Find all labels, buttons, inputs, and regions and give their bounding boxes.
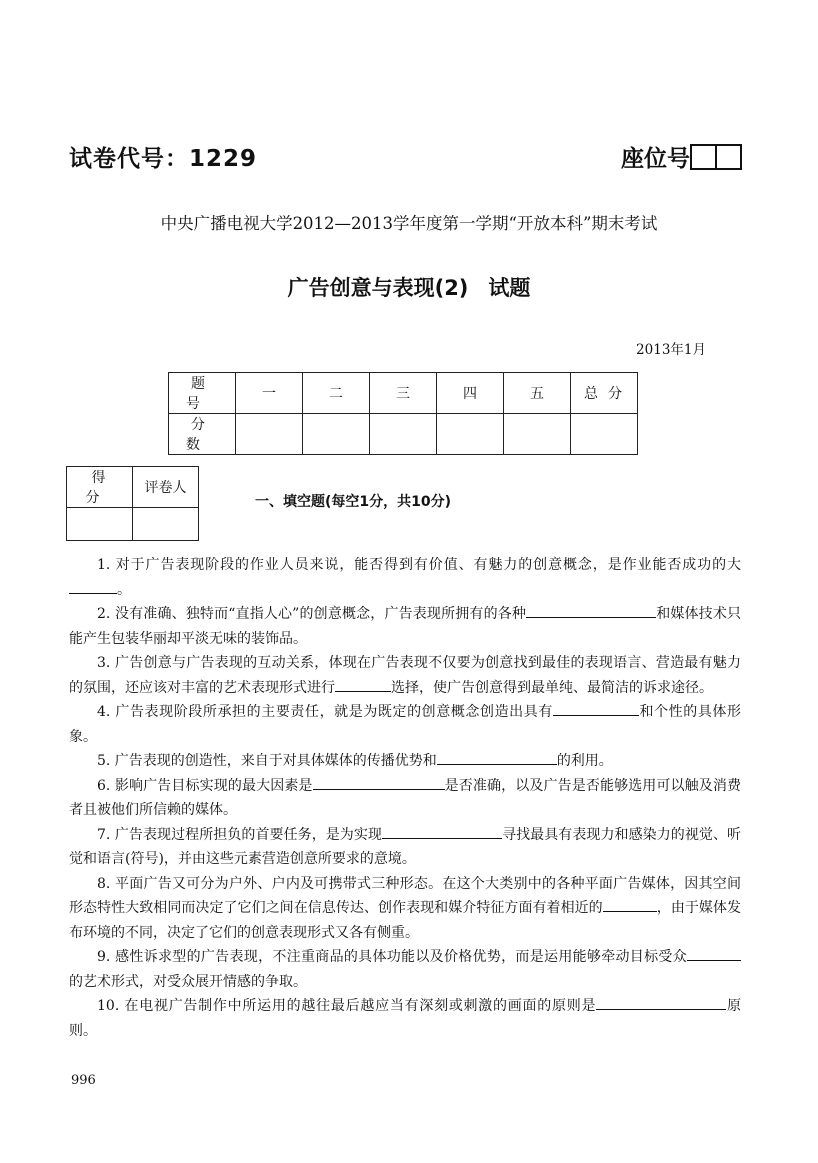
question-item bbox=[69, 774, 741, 823]
question-item bbox=[69, 749, 741, 774]
question-text: ，由于媒体发布环境的不同，决定了它们的创意表现形式又各有侧重。 bbox=[69, 900, 742, 941]
score-cell bbox=[303, 414, 370, 455]
question-item bbox=[69, 602, 741, 651]
grader-table bbox=[66, 466, 199, 541]
seat-number-box bbox=[715, 144, 742, 170]
seat-number-boxes bbox=[692, 144, 742, 170]
paper-title bbox=[0, 272, 818, 302]
score-table-header-row bbox=[169, 373, 638, 414]
question-item bbox=[69, 700, 741, 749]
exam-date: 2013年1月 bbox=[636, 342, 706, 358]
answer-blank bbox=[526, 603, 656, 618]
grader-name-cell bbox=[133, 508, 199, 541]
question-text: 6. 影响广告目标实现的最大因素是 bbox=[97, 777, 313, 794]
score-table-column: 二 bbox=[303, 373, 370, 414]
question-text: 寻找最具有表现力和感染力的视觉、听觉和语言(符号)，并由这些元素营造创意所要求的意境。 bbox=[69, 826, 742, 867]
exam-title: 中央广播电视大学2012—2013学年度第一学期“开放本科”期末考试 bbox=[160, 214, 658, 233]
question-item bbox=[69, 651, 741, 700]
section-title: 一、填空题(每空1分，共10分) bbox=[255, 494, 452, 510]
question-text: 7. 广告表现过程所担负的首要任务，是为实现 bbox=[97, 826, 382, 843]
seat-number-box bbox=[690, 144, 717, 170]
score-table-row-label: 题号 bbox=[169, 373, 236, 414]
question-text: 和个性的具体形象。 bbox=[69, 704, 741, 745]
answer-blank bbox=[603, 897, 657, 912]
question-item bbox=[69, 553, 741, 602]
question-text: 8. 平面广告又可分为户外、户内及可携带式三种形态。在这个大类别中的各种平面广告媒体，因其空间形态特性大致相同而决定了它们之间在信息传达、创作表现和媒介特征方面有着相近的 bbox=[69, 875, 741, 916]
question-text: 选择，使广告创意得到最单纯、最简洁的诉求途径。 bbox=[391, 679, 713, 696]
grader-table-body-row bbox=[67, 508, 199, 541]
answer-blank bbox=[687, 946, 741, 961]
question-text: 3. 广告创意与广告表现的互动关系，体现在广告表现不仅要为创意找到最佳的表现语言、营造最有魅力的氛围，还应该对丰富的艺术表现形式进行 bbox=[69, 655, 741, 696]
answer-blank bbox=[553, 701, 639, 716]
paper-code: 试卷代号：1229 bbox=[69, 146, 258, 172]
paper-title-name: 广告创意与表现(2) bbox=[287, 276, 469, 300]
score-table-row-label: 分数 bbox=[169, 414, 236, 455]
seat-number-label: 座位号 bbox=[621, 146, 690, 172]
score-cell bbox=[370, 414, 437, 455]
page-number: 996 bbox=[71, 1073, 96, 1088]
score-table-score-row bbox=[169, 414, 638, 455]
grader-score-cell bbox=[67, 508, 133, 541]
score-cell bbox=[504, 414, 571, 455]
grader-table-header-row bbox=[67, 467, 199, 508]
answer-blank bbox=[437, 750, 557, 765]
score-table bbox=[168, 372, 638, 455]
question-text: 10. 在电视广告制作中所运用的越往最后越应当有深刻或刺激的画面的原则是 bbox=[97, 998, 597, 1014]
seat-number-field bbox=[621, 140, 742, 173]
question-list bbox=[69, 553, 741, 1043]
answer-blank bbox=[335, 677, 391, 692]
question-text: 4. 广告表现阶段所承担的主要责任，就是为既定的创意概念创造出具有 bbox=[97, 704, 553, 720]
question-text: 2. 没有准确、独特而“直指人心”的创意概念，广告表现所拥有的各种 bbox=[97, 606, 527, 622]
score-cell bbox=[437, 414, 504, 455]
paper-title-suffix: 试题 bbox=[488, 276, 531, 300]
question-item bbox=[69, 945, 741, 994]
question-text: 1. 对于广告表现阶段的作业人员来说，能否得到有价值、有魅力的创意概念，是作业能否成功的大 bbox=[97, 557, 741, 573]
grader-score-label: 得分 bbox=[67, 467, 133, 508]
question-text: 的艺术形式，对受众展开情感的争取。 bbox=[69, 973, 307, 990]
score-table-column: 四 bbox=[437, 373, 504, 414]
score-table-column: 三 bbox=[370, 373, 437, 414]
question-item bbox=[69, 823, 741, 872]
score-cell bbox=[571, 414, 638, 455]
question-item bbox=[69, 872, 741, 946]
answer-blank bbox=[313, 775, 445, 790]
question-text: 原则。 bbox=[69, 998, 742, 1039]
answer-blank bbox=[69, 579, 117, 594]
question-text: 和媒体技术只能产生包装华丽却平淡无味的装饰品。 bbox=[69, 606, 741, 647]
score-table-column: 一 bbox=[236, 373, 303, 414]
answer-blank bbox=[382, 824, 502, 839]
question-text: 是否准确，以及广告是否能够选用可以触及消费者且被他们所信赖的媒体。 bbox=[69, 777, 742, 818]
question-text: 5. 广告表现的创造性，来自于对具体媒体的传播优势和 bbox=[97, 753, 437, 769]
question-text: 9. 感性诉求型的广告表现，不注重商品的具体功能以及价格优势，而是运用能够牵动目标受众 bbox=[97, 949, 687, 965]
question-text: 。 bbox=[117, 581, 131, 598]
score-cell bbox=[236, 414, 303, 455]
score-table-column: 五 bbox=[504, 373, 571, 414]
grader-name-label: 评卷人 bbox=[133, 467, 199, 508]
question-text: 的利用。 bbox=[556, 753, 613, 769]
score-table-column: 总分 bbox=[571, 373, 638, 414]
question-item bbox=[69, 994, 741, 1043]
answer-blank bbox=[596, 995, 726, 1010]
